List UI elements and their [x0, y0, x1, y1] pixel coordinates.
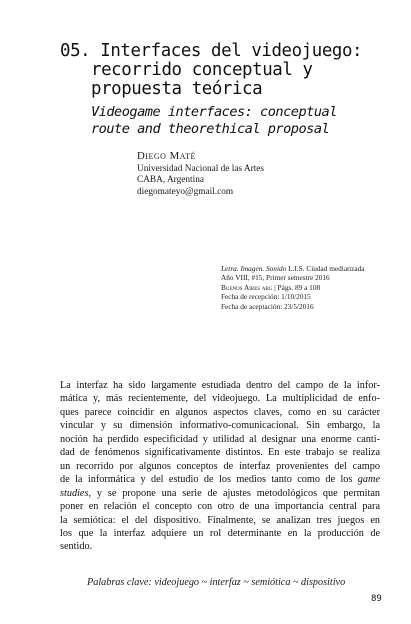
pages: | Págs. 89 a 108: [272, 282, 321, 292]
title-line-2: recorrido conceptual y: [91, 60, 313, 80]
abstract-line: noción ha perdido especificidad y utilidad al designar una enorme canti-: [60, 433, 380, 445]
publication-info: [221, 264, 396, 311]
abstract-line-text: de la informática y del estudio de los medios tanto como de los: [60, 474, 358, 486]
abstract-line: poner en relación el concepto con otro de una importancia central para: [60, 501, 380, 513]
abstract: [60, 379, 380, 554]
abstract-line: ques parece coincidir en algunos aspectos claves, como en su carácter: [60, 406, 380, 418]
author-block: [137, 151, 387, 198]
abstract-line: [60, 473, 380, 486]
abstract-line: mática y, más recientemente, del videojuego. La multiplicidad de enfo-: [60, 393, 380, 405]
subtitle-line-1: Videogame interfaces: conceptual: [91, 104, 337, 120]
city-pages-line: [221, 283, 396, 292]
abstract-line: vincular y su dimensión informativo-comunicacional. Sin embargo, la: [60, 420, 380, 432]
page-number: 89: [371, 594, 382, 604]
issue-line: Año VIII, #15, Primer semestre 2016: [221, 273, 330, 283]
accepted-date: Fecha de aceptación: 23/5/2016: [221, 301, 314, 311]
title-line-3: propuesta teórica: [91, 79, 263, 99]
journal-name-italic: Letra. Imagen. Sonido: [221, 264, 287, 273]
keywords: Palabras clave: videojuego ~ interfaz ~ semiótica ~ dispositivo: [87, 577, 346, 588]
received-date: Fecha de recepción: 1/10/2015: [221, 292, 311, 302]
abstract-line: la semiótica: el del dispositivo. Finalmente, se analizan tres juegos en: [60, 514, 380, 526]
abstract-line: [60, 487, 380, 500]
country-abbr: arg: [260, 282, 273, 292]
abstract-line: un recorrido por algunos conceptos de interfaz provenientes del campo: [60, 460, 380, 472]
abstract-italic-studies: studies: [60, 487, 89, 499]
subtitle-line-2: route and theorethical proposal: [91, 121, 330, 137]
author-name: Diego Maté: [137, 150, 196, 162]
abstract-line: La interfaz ha sido largamente estudiada dentro del campo de la infor-: [60, 380, 380, 391]
city: Buenos Aires: [221, 282, 261, 292]
abstract-line: dad de fenómenos significativamente distintos. En este trabajo se realiza: [60, 447, 380, 459]
abstract-line: los que la interfaz adquiere un rol determinante en la producción de: [60, 527, 380, 539]
title-line-1: 05. Interfaces del videojuego:: [60, 41, 363, 61]
journal-name-rest: L.I.S. Ciudad mediatizada: [286, 264, 365, 273]
abstract-line-text: , y se propone una serie de ajustes metodológicos que permitan: [88, 487, 380, 499]
article-title: [60, 42, 390, 99]
author-institution: Universidad Nacional de las Artes: [137, 163, 265, 174]
article-subtitle: [91, 104, 391, 138]
abstract-italic-game: game: [357, 474, 380, 486]
abstract-line: sentido.: [60, 541, 93, 553]
author-location: CABA, Argentina: [137, 175, 204, 185]
author-email: diegomateyo@gmail.com: [137, 186, 234, 197]
journal-line: [221, 264, 396, 273]
